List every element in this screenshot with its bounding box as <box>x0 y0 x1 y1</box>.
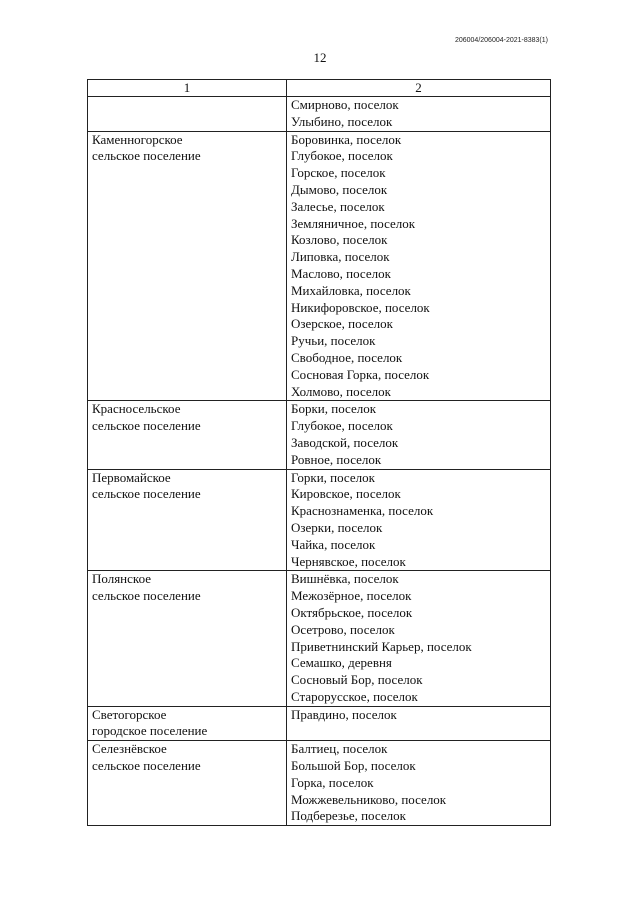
place-name: Приветнинский Карьер, поселок <box>291 638 472 654</box>
area-type: сельское поселение <box>92 588 201 604</box>
place-name: Краснознаменка, поселок <box>291 503 434 519</box>
place-name: Глубокое, поселок <box>291 148 393 164</box>
area-cell <box>88 571 287 706</box>
places-cell <box>287 401 551 469</box>
place-name: Можжевельниково, поселок <box>291 791 447 807</box>
place-name: Смирново, поселок <box>291 97 399 112</box>
table-row <box>88 401 551 469</box>
document-id: 206004/206004-2021-8383(1) <box>454 37 548 44</box>
place-name: Земляничное, поселок <box>291 215 416 231</box>
area-type: городское поселение <box>92 723 208 739</box>
places-cell <box>287 131 551 401</box>
places-cell <box>287 741 551 826</box>
place-name: Липовка, поселок <box>291 249 390 265</box>
place-name: Маслово, поселок <box>291 265 391 281</box>
place-name: Горка, поселок <box>291 774 374 790</box>
column-header: 2 <box>287 80 551 97</box>
area-name: Каменногорское <box>92 131 183 147</box>
table-row <box>88 741 551 826</box>
place-name: Осетрово, поселок <box>291 621 395 637</box>
place-name: Ручьи, поселок <box>291 333 376 349</box>
place-name: Глубокое, поселок <box>291 418 393 434</box>
area-cell <box>88 131 287 401</box>
place-name: Улыбино, поселок <box>291 113 393 129</box>
area-cell <box>88 741 287 826</box>
area-type: сельское поселение <box>92 758 201 774</box>
place-name: Горское, поселок <box>291 165 386 181</box>
area-type: сельское поселение <box>92 418 201 434</box>
area-name: Красносельское <box>92 401 181 417</box>
column-header: 1 <box>88 80 287 97</box>
table-row <box>88 469 551 571</box>
area-cell <box>88 706 287 741</box>
place-name: Холмово, поселок <box>291 383 391 399</box>
place-name: Вишнёвка, поселок <box>291 571 399 587</box>
place-name: Межозёрное, поселок <box>291 588 412 604</box>
places-cell <box>287 706 551 741</box>
area-type: сельское поселение <box>92 486 201 502</box>
place-name: Боровинка, поселок <box>291 131 402 147</box>
places-cell <box>287 97 551 132</box>
area-cell <box>88 469 287 571</box>
place-name: Подберезье, поселок <box>291 808 406 824</box>
table-row <box>88 706 551 741</box>
page-number: 12 <box>313 50 327 65</box>
place-name: Балтиец, поселок <box>291 741 388 757</box>
place-name: Ровное, поселок <box>291 451 382 467</box>
area-name: Светогорское <box>92 706 167 722</box>
place-name: Залесье, поселок <box>291 198 385 214</box>
place-name: Семашко, деревня <box>291 655 392 671</box>
place-name: Михайловка, поселок <box>291 282 411 298</box>
table-row <box>88 131 551 401</box>
place-name: Борки, поселок <box>291 401 377 417</box>
place-name: Правдино, поселок <box>291 706 397 722</box>
place-name: Большой Бор, поселок <box>291 758 416 774</box>
places-cell <box>287 571 551 706</box>
table-row <box>88 97 551 132</box>
place-name: Октябрьское, поселок <box>291 604 413 620</box>
table-header-row <box>88 80 551 97</box>
area-type: сельское поселение <box>92 148 201 164</box>
area-cell <box>88 97 287 132</box>
table-row <box>88 571 551 706</box>
area-name: Селезнёвское <box>92 741 167 757</box>
place-name: Озерское, поселок <box>291 316 393 332</box>
place-name: Никифоровское, поселок <box>291 299 430 315</box>
places-cell <box>287 469 551 571</box>
settlements-table <box>87 79 551 826</box>
place-name: Старорусское, поселок <box>291 688 418 704</box>
place-name: Чайка, поселок <box>291 536 376 552</box>
place-name: Сосновый Бор, поселок <box>291 672 423 688</box>
place-name: Чернявское, поселок <box>291 553 406 569</box>
place-name: Сосновая Горка, поселок <box>291 366 430 382</box>
place-name: Горки, поселок <box>291 469 375 485</box>
place-name: Кировское, поселок <box>291 486 401 502</box>
area-name: Первомайское <box>92 469 171 485</box>
place-name: Козлово, поселок <box>291 232 388 248</box>
place-name: Заводской, поселок <box>291 434 399 450</box>
place-name: Озерки, поселок <box>291 519 383 535</box>
place-name: Дымово, поселок <box>291 181 388 197</box>
area-name: Полянское <box>92 571 151 587</box>
place-name: Свободное, поселок <box>291 349 403 365</box>
area-cell <box>88 401 287 469</box>
